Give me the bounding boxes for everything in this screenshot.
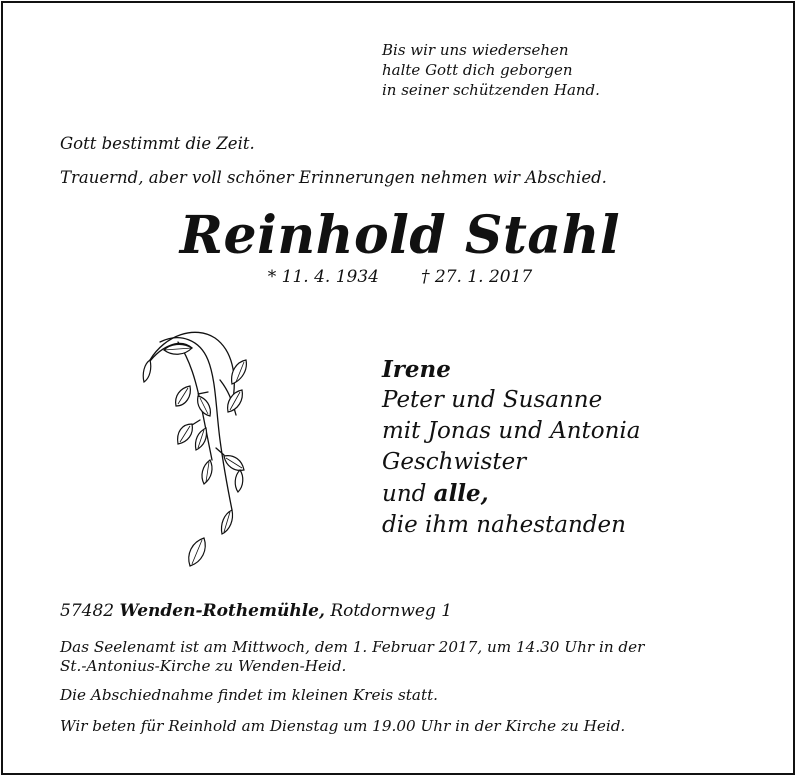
poem — [382, 40, 600, 100]
mourner-spouse: Irene — [382, 356, 451, 383]
birch-branch-icon — [120, 320, 270, 580]
life-dates — [0, 267, 800, 287]
street: Rotdornweg 1 — [330, 601, 453, 621]
poem-line: halte Gott dich geborgen — [382, 61, 573, 79]
intro-line-1: Gott bestimmt die Zeit. — [60, 134, 255, 153]
mourners-list — [382, 354, 640, 541]
mourner-and: und — [382, 481, 434, 507]
requiem-notice — [60, 638, 644, 676]
postcode: 57482 — [60, 601, 115, 621]
requiem-line-2: St.-Antonius-Kirche zu Wenden-Heid. — [60, 657, 347, 675]
birth-date: * 11. 4. 1934 — [267, 267, 379, 287]
address — [60, 601, 452, 621]
mourner-line: Peter und Susanne — [382, 387, 603, 413]
deceased-name: Reinhold Stahl — [179, 205, 621, 266]
mourner-line: die ihm nahestanden — [382, 512, 626, 538]
intro-line-2: Trauernd, aber voll schöner Erinnerungen nehmen wir Abschied. — [60, 168, 607, 187]
poem-line: Bis wir uns wiedersehen — [382, 41, 569, 59]
mourner-all: alle, — [433, 480, 489, 507]
poem-line: in seiner schützenden Hand. — [382, 81, 600, 99]
mourner-line: mit Jonas und Antonia — [382, 418, 641, 444]
prayer-notice: Wir beten für Reinhold am Dienstag um 19.00 Uhr in der Kirche zu Heid. — [60, 717, 626, 735]
requiem-line-1: Das Seelenamt ist am Mittwoch, dem 1. Februar 2017, um 14.30 Uhr in der — [60, 638, 645, 656]
mourner-line: Geschwister — [382, 449, 527, 475]
mourner-line — [382, 478, 640, 510]
town: Wenden-Rothemühle, — [119, 601, 325, 621]
death-date: † 27. 1. 2017 — [421, 267, 533, 287]
farewell-notice: Die Abschiednahme findet im kleinen Kreis statt. — [60, 686, 439, 704]
